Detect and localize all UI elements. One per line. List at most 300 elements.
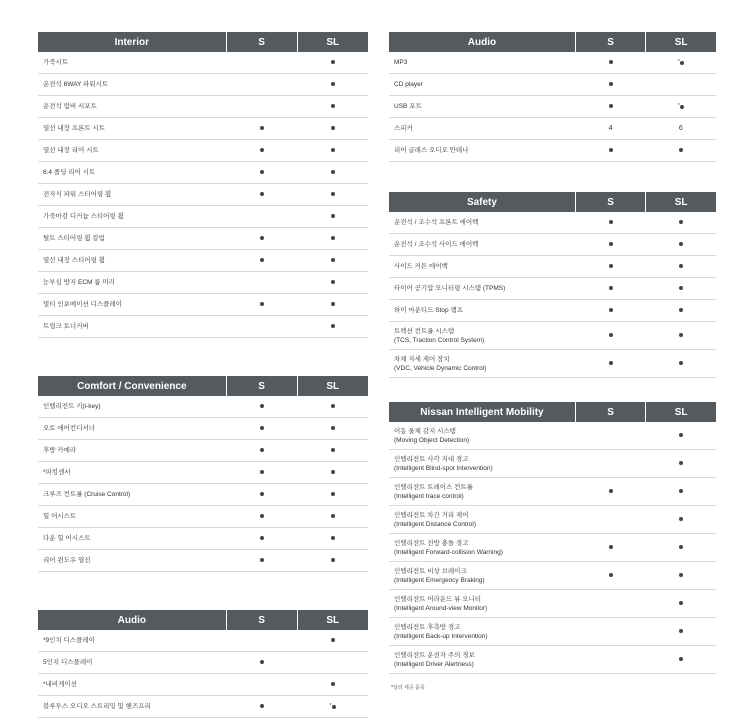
bullet-mark (609, 489, 613, 493)
column-header-sl: SL (646, 192, 716, 212)
column-header-s: S (226, 376, 297, 396)
section-title: Comfort / Convenience (38, 376, 226, 396)
value-s (226, 418, 297, 440)
feature-name: 눈부심 방지 ECM 룸 미러 (43, 279, 115, 286)
value-sl (297, 418, 368, 440)
feature-label (389, 74, 575, 96)
value-sl (646, 234, 716, 256)
value-s (575, 422, 645, 450)
feature-name-en: (Intelligent Emergency Braking) (394, 576, 485, 584)
header-row (38, 32, 368, 52)
feature-name: *내비게이션 (43, 681, 77, 688)
bullet-mark (331, 170, 335, 174)
value-sl (297, 506, 368, 528)
bullet-mark (609, 60, 613, 64)
value-s (226, 96, 297, 118)
table-row (389, 534, 716, 562)
feature-label (389, 52, 575, 74)
value-s (575, 96, 645, 118)
bullet-mark (329, 702, 336, 709)
value-s (575, 478, 645, 506)
bullet-mark (260, 536, 264, 540)
table-row (38, 652, 368, 674)
feature-name-en: (Intelligent Around-view Monitor) (394, 604, 488, 612)
feature-name-en: (Intelligent Forward-collision Warning) (394, 548, 503, 556)
value-s (575, 590, 645, 618)
feature-name-en: (Moving Object Detection) (394, 436, 470, 444)
value-sl (646, 422, 716, 450)
bullet-mark (679, 489, 683, 493)
feature-label (38, 96, 226, 118)
bullet-mark (679, 601, 683, 605)
feature-name-en: (Intelligent Back-up Intervention) (394, 632, 488, 640)
value-sl (297, 228, 368, 250)
value-s (575, 450, 645, 478)
bullet-mark (679, 264, 683, 268)
value-s (226, 250, 297, 272)
header-row (38, 376, 368, 396)
value-s: 4 (575, 118, 645, 140)
feature-name: 이동 물체 감지 시스템 (394, 427, 456, 435)
interior-table (38, 32, 368, 338)
value-s (226, 294, 297, 316)
bullet-mark (679, 629, 683, 633)
value-s (575, 646, 645, 674)
table-row (38, 96, 368, 118)
value-s (226, 506, 297, 528)
bullet-mark (260, 148, 264, 152)
table-row (38, 272, 368, 294)
value-s (575, 350, 645, 378)
feature-name: 크루즈 컨트롤 (Cruise Control) (43, 491, 131, 498)
table-row (389, 52, 716, 74)
bullet-mark (331, 60, 335, 64)
value-s (226, 52, 297, 74)
value-sl (297, 184, 368, 206)
table-row (389, 422, 716, 450)
column-header-s: S (575, 32, 645, 52)
bullet-mark (331, 302, 335, 306)
value-s (226, 316, 297, 338)
feature-name: 6:4 폴딩 리어 시트 (43, 169, 96, 176)
column-header-s: S (575, 402, 645, 422)
value-sl (646, 140, 716, 162)
feature-name: 5인치 디스플레이 (43, 659, 93, 666)
table-row (38, 506, 368, 528)
bullet-mark (260, 448, 264, 452)
feature-label (389, 422, 575, 450)
section-title: Safety (389, 192, 575, 212)
audio-right-table (389, 32, 716, 162)
table-row (38, 528, 368, 550)
value-s (575, 534, 645, 562)
value-sl (646, 534, 716, 562)
value-s (226, 696, 297, 718)
bullet-mark (679, 148, 683, 152)
value-sl (646, 278, 716, 300)
feature-name: 오토 에어컨디셔너 (43, 425, 96, 432)
bullet-mark (679, 286, 683, 290)
value-s (226, 162, 297, 184)
header-row (389, 192, 716, 212)
feature-label (38, 696, 226, 718)
feature-name: 인텔리전트 사각 지대 경고 (394, 455, 469, 463)
value-sl (646, 350, 716, 378)
table-row (389, 646, 716, 674)
feature-label (38, 118, 226, 140)
table-row (389, 256, 716, 278)
feature-name: 사이드 커튼 에어백 (394, 263, 448, 270)
table-row (389, 478, 716, 506)
feature-name: USB 포트 (394, 103, 422, 110)
value-sl (297, 162, 368, 184)
bullet-mark (331, 514, 335, 518)
header-row (389, 32, 716, 52)
column-header-sl: SL (297, 376, 368, 396)
table-row (38, 140, 368, 162)
bullet-mark (260, 558, 264, 562)
bullet-mark (260, 660, 264, 664)
nim-table (389, 402, 716, 674)
value-sl (646, 256, 716, 278)
bullet-mark (331, 214, 335, 218)
table-row (38, 162, 368, 184)
table-row (38, 184, 368, 206)
feature-name-en: (Intelligent Distance Control) (394, 520, 477, 528)
value-s (226, 674, 297, 696)
comfort-table (38, 376, 368, 572)
value-s (226, 184, 297, 206)
value-sl (297, 272, 368, 294)
value-sl (646, 52, 716, 74)
bullet-mark (260, 426, 264, 430)
bullet-mark (609, 148, 613, 152)
bullet-mark (679, 333, 683, 337)
bullet-mark (609, 361, 613, 365)
feature-label (38, 506, 226, 528)
footnote-mark: * (677, 58, 680, 65)
feature-name: 인텔리전트 비상 브레이크 (394, 567, 467, 575)
value-sl (297, 140, 368, 162)
feature-label (389, 562, 575, 590)
feature-label (38, 272, 226, 294)
table-row (389, 96, 716, 118)
value-sl (297, 440, 368, 462)
value-s (226, 652, 297, 674)
table-row (38, 250, 368, 272)
value-s (226, 440, 297, 462)
table-row (38, 206, 368, 228)
value-s (226, 630, 297, 652)
feature-label (389, 646, 575, 674)
value-s (575, 234, 645, 256)
value-sl (297, 74, 368, 96)
value-s (226, 550, 297, 572)
feature-name: 전자식 파워 스티어링 휠 (43, 191, 112, 198)
table-row (38, 52, 368, 74)
column-header-sl: SL (297, 32, 368, 52)
feature-name: 틸트 스티어링 휠 칼럼 (43, 235, 105, 242)
feature-name: 인텔리전트 트레이스 컨트롤 (394, 483, 473, 491)
feature-name: 블루투스 오디오 스트리밍 및 핸즈프리 (43, 703, 151, 710)
feature-name: 후방 카메라 (43, 447, 77, 454)
feature-name: 운전석 6WAY 파워시트 (43, 81, 109, 88)
feature-label (389, 212, 575, 234)
feature-name: 운전석 럼버 서포트 (43, 103, 97, 110)
bullet-mark (679, 657, 683, 661)
value-sl (646, 322, 716, 350)
bullet-mark (609, 82, 613, 86)
value-sl (297, 674, 368, 696)
bullet-mark (260, 192, 264, 196)
feature-name: 힐 어시스트 (43, 513, 77, 520)
value-s (226, 272, 297, 294)
bullet-mark (679, 361, 683, 365)
table-row (389, 618, 716, 646)
bullet-mark (331, 426, 335, 430)
value-sl (646, 300, 716, 322)
feature-label (38, 184, 226, 206)
bullet-mark (679, 461, 683, 465)
audio-left-table (38, 610, 368, 718)
value-s (575, 74, 645, 96)
feature-name: 인텔리전트 전방 충돌 경고 (394, 539, 469, 547)
left-column (38, 32, 368, 718)
feature-name: 인텔리전트 후측방 경고 (394, 623, 461, 631)
value-sl (297, 118, 368, 140)
feature-label (38, 484, 226, 506)
bullet-mark (609, 220, 613, 224)
bullet-mark (331, 470, 335, 474)
feature-label (38, 550, 226, 572)
value-s (226, 396, 297, 418)
value-sl (646, 618, 716, 646)
column-header-sl: SL (297, 610, 368, 630)
table-row (38, 484, 368, 506)
table-row (38, 550, 368, 572)
value-s (575, 618, 645, 646)
bullet-mark (331, 104, 335, 108)
table-row (389, 212, 716, 234)
bullet-mark (331, 236, 335, 240)
feature-label (389, 450, 575, 478)
bullet-mark (609, 264, 613, 268)
feature-label (38, 462, 226, 484)
value-sl (646, 590, 716, 618)
table-row (389, 234, 716, 256)
table-row (389, 562, 716, 590)
bullet-mark (331, 682, 335, 686)
value-s (575, 562, 645, 590)
feature-label (38, 228, 226, 250)
value-sl (646, 646, 716, 674)
header-row (38, 610, 368, 630)
feature-name-en: (Intelligent trace control) (394, 492, 464, 500)
feature-name: MP3 (394, 59, 408, 66)
feature-label (389, 478, 575, 506)
bullet-mark (331, 492, 335, 496)
bullet-mark (331, 258, 335, 262)
feature-name-en: (TCS, Traction Control System) (394, 336, 485, 344)
bullet-mark (331, 638, 335, 642)
value-sl (646, 478, 716, 506)
feature-label (38, 674, 226, 696)
bullet-mark (331, 280, 335, 284)
bullet-mark (260, 470, 264, 474)
feature-name: 인텔리전트 운전자 주의 경보 (394, 651, 475, 659)
feature-label (38, 294, 226, 316)
feature-name: 리어 글래스 오디오 안테나 (394, 147, 469, 154)
value-s (226, 140, 297, 162)
section-title: Audio (38, 610, 226, 630)
value-s (575, 506, 645, 534)
value-sl (297, 250, 368, 272)
bullet-mark (609, 104, 613, 108)
table-row (389, 506, 716, 534)
feature-label (38, 630, 226, 652)
feature-label (389, 506, 575, 534)
table-row (38, 294, 368, 316)
feature-name: 가죽시트 (43, 59, 69, 66)
value-sl (646, 562, 716, 590)
column-header-sl: SL (646, 32, 716, 52)
value-sl (646, 74, 716, 96)
feature-label (389, 256, 575, 278)
feature-label (389, 140, 575, 162)
feature-name: 다운 힐 어시스트 (43, 535, 91, 542)
feature-label (389, 618, 575, 646)
value-sl (297, 52, 368, 74)
bullet-mark (609, 308, 613, 312)
bullet-mark (260, 236, 264, 240)
feature-label (38, 162, 226, 184)
value-sl (297, 550, 368, 572)
column-header-sl: SL (646, 402, 716, 422)
value-sl (297, 484, 368, 506)
table-row (38, 228, 368, 250)
bullet-mark (331, 404, 335, 408)
feature-name: *파킹센서 (43, 469, 71, 476)
value-sl (646, 96, 716, 118)
table-row (38, 118, 368, 140)
value-s (575, 212, 645, 234)
feature-label (38, 206, 226, 228)
feature-name: 하이 마운티드 Stop 램프 (394, 307, 464, 314)
feature-label (389, 234, 575, 256)
feature-name: 멀티 인포메이션 디스플레이 (43, 301, 122, 308)
right-column (389, 32, 716, 691)
feature-name: 인텔리전트 어라운드 뷰 모니터 (394, 595, 482, 603)
value-sl (297, 528, 368, 550)
bullet-mark (331, 192, 335, 196)
bullet-mark (331, 148, 335, 152)
header-row (389, 402, 716, 422)
bullet-mark (609, 573, 613, 577)
feature-label (38, 52, 226, 74)
value-sl (297, 96, 368, 118)
feature-label (38, 74, 226, 96)
value-s (226, 206, 297, 228)
bullet-mark (679, 242, 683, 246)
bullet-mark (679, 517, 683, 521)
feature-label (38, 418, 226, 440)
section-title: Audio (389, 32, 575, 52)
bullet-mark (260, 404, 264, 408)
bullet-mark (260, 258, 264, 262)
feature-name-en: (VDC, Vehicle Dynamic Control) (394, 364, 487, 372)
column-header-s: S (226, 32, 297, 52)
feature-name: 열선 내장 리어 시트 (43, 147, 99, 154)
feature-name: 리어 윈도우 열선 (43, 557, 91, 564)
section-title: Interior (38, 32, 226, 52)
table-row (389, 300, 716, 322)
safety-table (389, 192, 716, 378)
bullet-mark (331, 82, 335, 86)
column-header-s: S (226, 610, 297, 630)
bullet-mark (609, 286, 613, 290)
bullet-mark (679, 573, 683, 577)
feature-label (389, 96, 575, 118)
table-row (389, 74, 716, 96)
feature-name: 열선 내장 스티어링 휠 (43, 257, 105, 264)
bullet-mark (609, 333, 613, 337)
table-row (389, 278, 716, 300)
table-row (38, 440, 368, 462)
table-row (389, 590, 716, 618)
value-s (226, 118, 297, 140)
bullet-mark (609, 242, 613, 246)
table-row (38, 696, 368, 718)
feature-label (38, 652, 226, 674)
value-sl (297, 652, 368, 674)
bullet-mark (260, 492, 264, 496)
bullet-mark (331, 324, 335, 328)
value-sl (646, 506, 716, 534)
value-s (226, 462, 297, 484)
value-sl (646, 450, 716, 478)
feature-name: 운전석 / 조수석 사이드 에어백 (394, 241, 479, 248)
feature-name-en: (Intelligent Blind-spot Intervention) (394, 464, 493, 472)
feature-name: 인텔리전트 차간 거리 제어 (394, 511, 469, 519)
feature-label (38, 316, 226, 338)
feature-label (389, 322, 575, 350)
bullet-mark (609, 545, 613, 549)
table-row (38, 630, 368, 652)
feature-label (38, 140, 226, 162)
table-row (38, 418, 368, 440)
table-row (389, 140, 716, 162)
bullet-mark (260, 514, 264, 518)
table-row (38, 74, 368, 96)
bullet-mark (331, 448, 335, 452)
bullet-mark (331, 536, 335, 540)
table-row (389, 450, 716, 478)
value-sl (646, 212, 716, 234)
feature-name: 트렁크 토너커버 (43, 323, 89, 330)
feature-label (389, 350, 575, 378)
bullet-mark (679, 308, 683, 312)
feature-label (38, 440, 226, 462)
value-s (226, 484, 297, 506)
feature-label (38, 250, 226, 272)
bullet-mark (679, 545, 683, 549)
footnote-mark: * (677, 102, 680, 109)
table-row (38, 462, 368, 484)
feature-name: 가죽마감 디커늄 스티어링 휠 (43, 213, 124, 220)
bullet-mark (677, 102, 684, 109)
table-row (38, 674, 368, 696)
bullet-mark (679, 220, 683, 224)
